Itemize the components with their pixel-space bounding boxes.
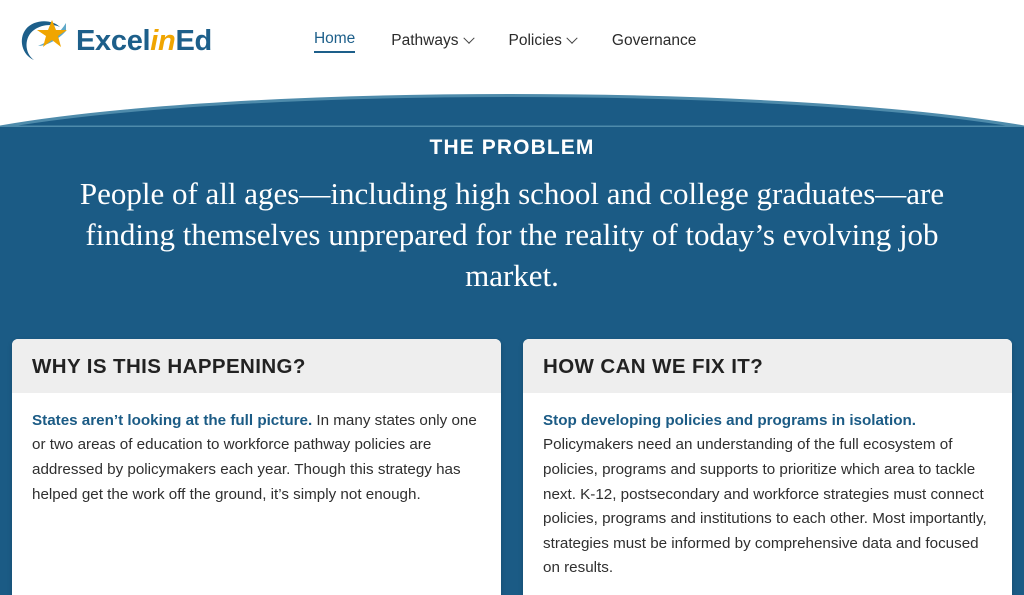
nav-item-policies[interactable] — [491, 26, 594, 56]
logo-text-in: in — [150, 24, 176, 57]
banner-statement: People of all ages—including high school and college graduates—are finding themselves unprepared for the reality of today’s evolving job market. — [79, 176, 945, 293]
banner-content — [0, 100, 1024, 297]
logo-text-excel: Excel — [76, 24, 151, 57]
chevron-down-icon — [566, 33, 577, 44]
logo-text-ed: Ed — [175, 24, 212, 57]
main-navigation — [296, 24, 714, 59]
card-body — [523, 393, 1012, 595]
card-lead-text: States aren’t looking at the full picture. — [32, 411, 313, 429]
site-logo[interactable] — [16, 17, 212, 65]
cards-row — [0, 297, 1024, 595]
card-lead-text: Stop developing policies and programs in isolation. — [543, 411, 916, 429]
nav-item-pathways[interactable] — [373, 26, 490, 56]
logo-wordmark — [76, 25, 212, 58]
excelined-swoosh-star-icon — [16, 17, 72, 65]
nav-item-pathways-label: Pathways — [391, 32, 459, 49]
card-body-text: In many states only one or two areas of education to workforce pathway policies are addressed by policymakers each year. Though this strategy has helped get the work off the ground, it’s simply not enough. — [32, 411, 477, 503]
card-body-text: Policymakers need an understanding of the full ecosystem of policies, programs and supports to prioritize which area to tackle next. K-12, postsecondary and workforce strategies must connect policies, programs and institutions to each other. Most importantly, strategies must be informed by comprehensive data and focused on results. — [543, 436, 987, 577]
chevron-down-icon — [463, 33, 474, 44]
problem-banner — [0, 82, 1024, 595]
card-how-can-we-fix-it — [523, 339, 1012, 595]
card-body — [12, 393, 501, 530]
nav-item-governance[interactable] — [594, 26, 714, 56]
nav-item-governance-label: Governance — [611, 32, 697, 49]
nav-item-policies-label: Policies — [508, 32, 562, 49]
site-header — [0, 0, 1024, 82]
banner-kicker: THE PROBLEM — [429, 136, 595, 159]
card-why-is-this-happening — [12, 339, 501, 595]
nav-item-home-label: Home — [314, 30, 355, 53]
card-title: HOW CAN WE FIX IT? — [523, 339, 1012, 393]
nav-item-home[interactable] — [296, 24, 373, 59]
card-title: WHY IS THIS HAPPENING? — [12, 339, 501, 393]
